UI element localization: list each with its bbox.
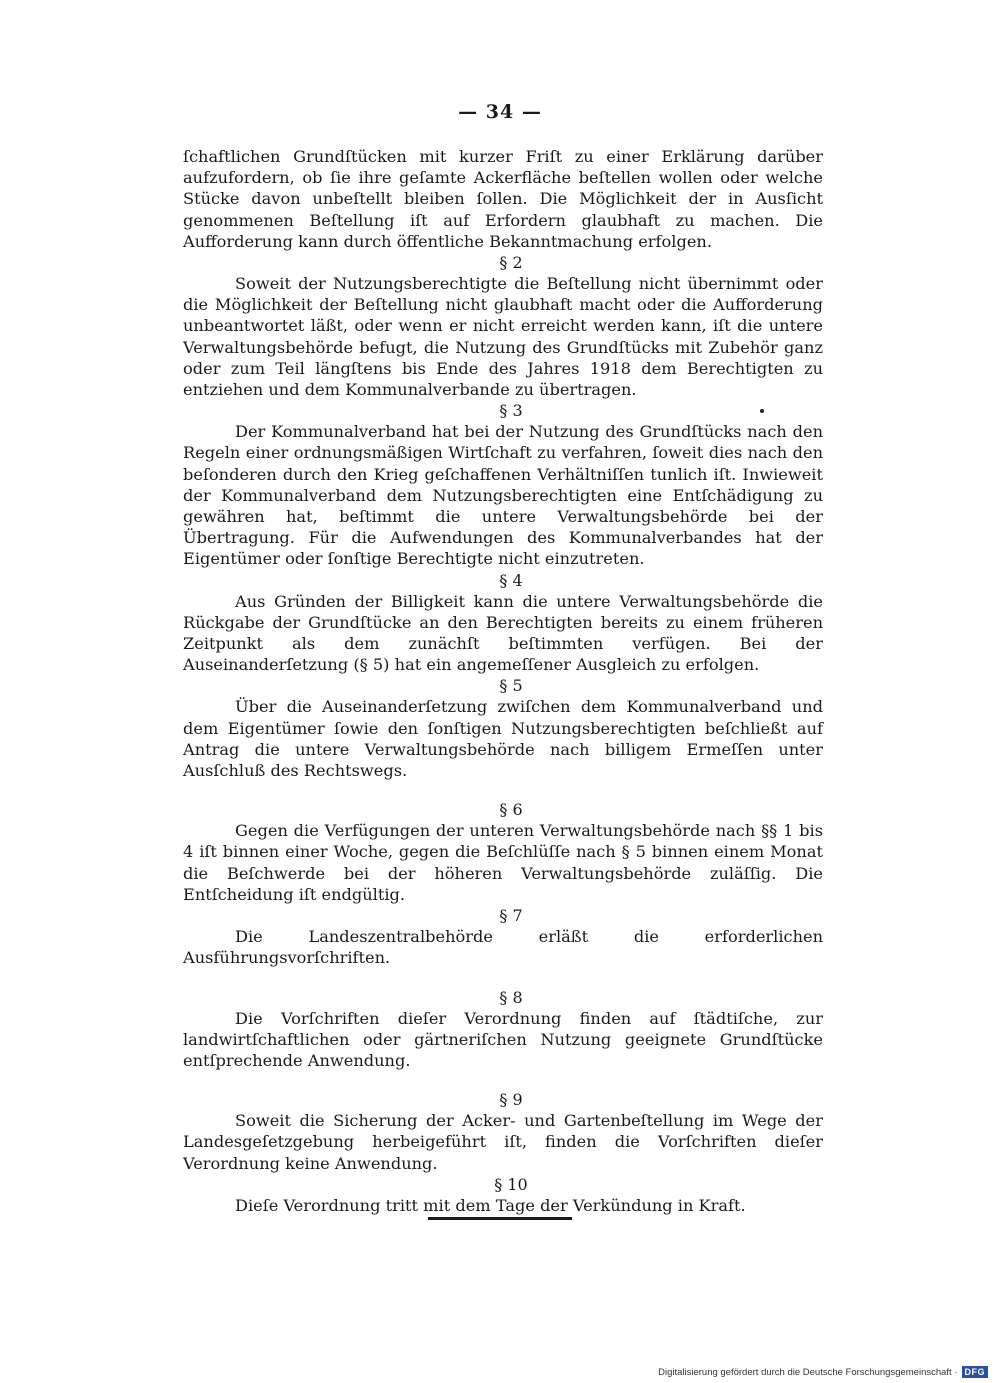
section-heading-8: § 8 xyxy=(499,987,523,1007)
section-heading-5: § 5 xyxy=(499,676,523,696)
paragraph-section-6: Gegen die Verfügungen der unteren Verwaltungsbehörde nach §§ 1 bis 4 iſt binnen einer Woche, gegen die Beſchlüſſe nach § 5 binnen einem Monat die Beſchwerde bei der höheren Verwaltungsbehörde zuläſſig. Die Entſcheidung iſt endgültig. xyxy=(183,821,823,904)
paragraph-section-9: Soweit die Sicherung der Acker- und Gartenbeſtellung im Wege der Landesgeſetzgebung herbeigeführt iſt, finden die Vorſchriften dieſer Verordnung keine Anwendung. xyxy=(183,1111,823,1173)
paragraph-section-8: Die Vorſchriften dieſer Verordnung finden auf ſtädtiſche, zur landwirtſchaftlichen oder gärtneriſchen Nutzung geeignete Grundſtücke entſprechende Anwendung. xyxy=(183,1008,823,1070)
section-heading-4: § 4 xyxy=(499,570,523,590)
section-heading-6: § 6 xyxy=(499,800,523,820)
page-number: — 34 — xyxy=(458,101,542,123)
paragraph-section-7: Die Landeszentralbehörde erläßt die erforderlichen Ausführungsvorſchriften. xyxy=(183,927,823,968)
section-heading-7: § 7 xyxy=(499,906,523,926)
dfg-logo-icon: DFG xyxy=(962,1366,989,1378)
paragraph-section-3: Der Kommunalverband hat bei der Nutzung des Grundſtücks nach den Regeln einer ordnungsmäßigen Wirtſchaft zu verfahren, ſoweit dies nach den beſonderen durch den Krieg geſchaffenen Verhältniſſen tunlich iſt. Inwieweit der Kommunalverband dem Nutzungsberechtigten eine Entſchädigung zu gewähren hat, beſtimmt die untere Verwaltungsbehörde bei der Übertragung. Für die Aufwendungen des Kommunalverbandes hat der Eigentümer oder ſonſtige Berechtigte nicht einzutreten. xyxy=(183,422,823,569)
digitization-footer xyxy=(658,1365,988,1379)
end-rule xyxy=(428,1217,572,1220)
print-speck xyxy=(760,409,764,413)
paragraph-intro-continuation: ſchaftlichen Grundſtücken mit kurzer Friſt zu einer Erklärung darüber aufzufordern, ob ſie ihre geſamte Ackerfläche beſtellen wollen oder welche Stücke davon unbeſtellt bleiben ſollen. Die Möglichkeit der in Ausſicht genommenen Beſtellung iſt auf Erfordern glaubhaft zu machen. Die Aufforderung kann durch öffentliche Bekanntmachung erfolgen. xyxy=(183,147,823,251)
section-heading-10: § 10 xyxy=(494,1174,528,1194)
paragraph-section-4: Aus Gründen der Billigkeit kann die untere Verwaltungsbehörde die Rückgabe der Grundſtücke an den Berechtigten bereits zu einem früheren Zeitpunkt als dem zunächſt beſtimmten verfügen. Bei der Auseinanderſetzung (§ 5) hat ein angemeſſener Ausgleich zu erfolgen. xyxy=(183,591,823,675)
document-body xyxy=(183,146,823,1216)
paragraph-section-5: Über die Auseinanderſetzung zwiſchen dem Kommunalverband und dem Eigentümer ſowie den ſonſtigen Nutzungsberechtigten beſchließt auf Antrag die untere Verwaltungsbehörde nach billigem Ermeſſen unter Ausſchluß des Rechtswegs. xyxy=(183,697,823,781)
section-heading-9: § 9 xyxy=(499,1090,523,1110)
section-heading-3: § 3 xyxy=(499,401,523,421)
paragraph-section-10: Dieſe Verordnung tritt mit dem Tage der Verkündung in Kraft. xyxy=(235,1195,746,1215)
paragraph-section-2: Soweit der Nutzungsberechtigte die Beſtellung nicht übernimmt oder die Möglichkeit der Beſtellung nicht glaubhaft macht oder die Aufforderung unbeantwortet läßt, oder wenn er nicht erreicht werden kann, iſt die untere Verwaltungsbehörde befugt, die Nutzung des Grundſtücks mit Zubehör ganz oder zum Teil längſtens bis Ende des Jahres 1918 dem Berechtigten zu entziehen und dem Kommunalverbande zu übertragen. xyxy=(183,274,823,400)
footer-text: Digitalisierung gefördert durch die Deutsche Forschungsgemeinschaft · xyxy=(658,1366,958,1378)
section-heading-2: § 2 xyxy=(499,253,523,273)
